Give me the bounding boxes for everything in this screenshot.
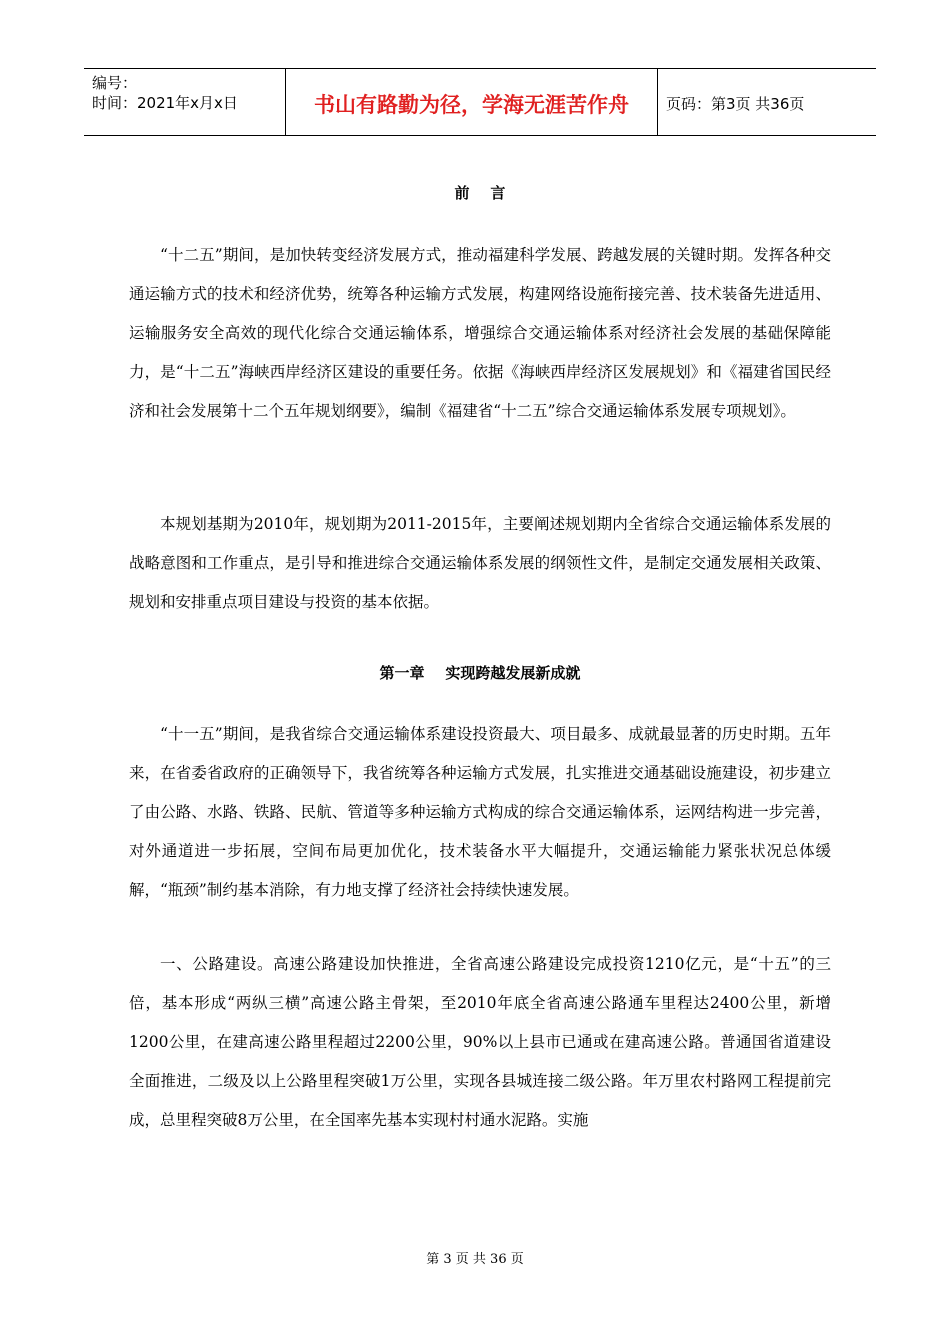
motto: 书山有路勤为径，学海无涯苦作舟 xyxy=(286,69,658,135)
chapter-paragraph: “十一五”期间，是我省综合交通运输体系建设投资最大、项目最多、成就最显著的历史时期。五年来，在省委省政府的正确领导下，我省统筹各种运输方式发展，扎实推进交通基础设施建设，初步建立了由公路、水路、铁路、民航、管道等多种运输方式构成的综合交通运输体系，运网结构进一步完善，对外通道进一步拓展，空间布局更加优化，技术装备水平大幅提升，交通运输能力紧张状况总体缓解，“瓶颈”制约基本消除，有力地支撑了经济社会持续快速发展。 xyxy=(129,725,831,899)
page-number-label: 页码：第3页 共36页 xyxy=(666,94,805,113)
chapter-title: 第一章 实现跨越发展新成就 xyxy=(379,664,581,682)
preface-paragraph: 本规划基期为2010年，规划期为2011-2015年，主要阐述规划期内全省综合交通运输体系发展的战略意图和工作重点，是引导和推进综合交通运输体系发展的纲领性文件，是制定交通发展相关政策、规划和安排重点项目建设与投资的基本依据。 xyxy=(129,515,831,611)
serial-number-label: 编号： xyxy=(92,74,138,92)
chapter-body-2 xyxy=(129,945,831,1140)
chapter-paragraph: 一、公路建设。高速公路建设加快推进，全省高速公路建设完成投资1210亿元，是“十五”的三倍，基本形成“两纵三横”高速公路主骨架，至2010年底全省高速公路通车里程达2400公里，新增1200公里，在建高速公路里程超过2200公里，90%以上县市已通或在建高速公路。普通国省道建设全面推进，二级及以上公路里程突破1万公里，实现各县城连接二级公路。年万里农村路网工程提前完成，总里程突破8万公里，在全国率先基本实现村村通水泥路。实施 xyxy=(129,955,831,1129)
preface-title: 前 言 xyxy=(454,184,506,202)
preface-body xyxy=(129,236,831,431)
time-label: 时间：2021年x月x日 xyxy=(92,94,238,112)
preface-paragraph: “十二五”期间，是加快转变经济发展方式，推动福建科学发展、跨越发展的关键时期。发挥各种交通运输方式的技术和经济优势，统筹各种运输方式发展，构建网络设施衔接完善、技术装备先进适用、运输服务安全高效的现代化综合交通运输体系，增强综合交通运输体系对经济社会发展的基础保障能力，是“十二五”海峡西岸经济区建设的重要任务。依据《海峡西岸经济区发展规划》和《福建省国民经济和社会发展第十二个五年规划纲要》，编制《福建省“十二五”综合交通运输体系发展专项规划》。 xyxy=(129,246,831,420)
page-header xyxy=(84,68,876,136)
page-footer: 第 3 页 共 36 页 xyxy=(426,1252,524,1267)
preface-body-2 xyxy=(129,505,831,622)
chapter-body xyxy=(129,715,831,910)
header-left-cell xyxy=(84,69,286,135)
